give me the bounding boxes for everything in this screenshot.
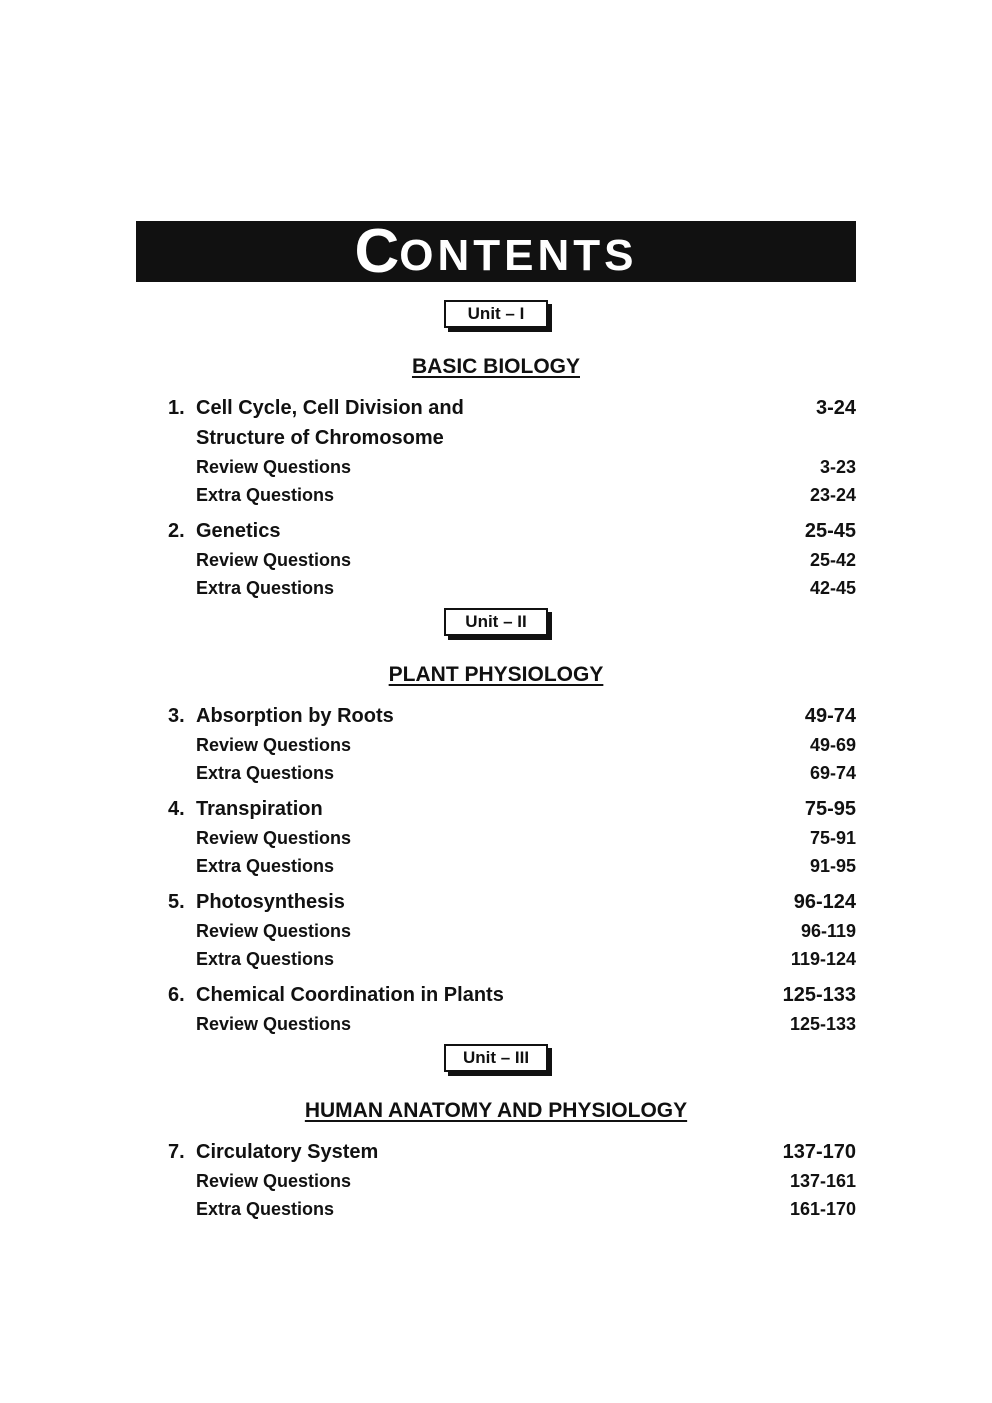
page-title-initial: C — [354, 217, 400, 286]
subsection-row — [0, 1195, 992, 1223]
unit-heading-text: PLANT PHYSIOLOGY — [388, 663, 604, 686]
subsection-row — [0, 1010, 992, 1038]
subsection-pages: 125-133 — [789, 1014, 856, 1034]
chapter-number: 6. — [168, 984, 185, 1006]
chapter-row — [0, 701, 992, 731]
unit-heading-text: BASIC BIOLOGY — [411, 355, 580, 378]
chapter-number: 5. — [168, 891, 185, 913]
chapter-title: Circulatory System — [196, 1141, 379, 1163]
subsection-pages: 137-161 — [789, 1171, 856, 1191]
chapter-pages: 137-170 — [782, 1141, 856, 1163]
subsection-title: Extra Questions — [196, 949, 335, 969]
chapter-row — [0, 887, 992, 917]
chapter-row — [0, 794, 992, 824]
unit-heading — [0, 663, 992, 701]
spacer — [0, 880, 992, 887]
subsection-title: Review Questions — [196, 457, 352, 477]
chapter-title: Chemical Coordination in Plants — [196, 984, 504, 1006]
table-of-contents — [0, 300, 992, 1223]
subsection-title: Review Questions — [196, 921, 352, 941]
subsection-title: Extra Questions — [196, 578, 335, 598]
chapter-pages: 49-74 — [804, 705, 856, 727]
subsection-title: Extra Questions — [196, 856, 335, 876]
unit-heading-text: HUMAN ANATOMY AND PHYSIOLOGY — [304, 1099, 688, 1122]
chapter-pages: 75-95 — [804, 798, 856, 820]
subsection-title: Extra Questions — [196, 485, 335, 505]
chapter-pages: 96-124 — [793, 891, 856, 913]
unit-label-wrap — [0, 1044, 992, 1074]
chapter-title: Genetics — [196, 520, 281, 542]
subsection-pages: 161-170 — [789, 1199, 856, 1219]
subsection-pages: 75-91 — [809, 828, 856, 848]
subsection-row — [0, 824, 992, 852]
spacer — [0, 973, 992, 980]
chapter-number: 1. — [168, 397, 185, 419]
subsection-row — [0, 453, 992, 481]
subsection-pages: 69-74 — [809, 763, 856, 783]
subsection-row — [0, 481, 992, 509]
subsection-pages: 3-23 — [819, 457, 856, 477]
subsection-title: Review Questions — [196, 1014, 352, 1034]
page-title-rest: ONTENTS — [399, 231, 638, 280]
chapter-pages: 3-24 — [815, 397, 856, 419]
subsection-row — [0, 852, 992, 880]
subsection-row — [0, 945, 992, 973]
unit-label: Unit – I — [444, 300, 548, 328]
chapter-row — [0, 1137, 992, 1167]
contents-banner — [136, 217, 856, 286]
chapter-row — [0, 393, 992, 423]
unit-label: Unit – II — [444, 608, 548, 636]
subsection-title: Review Questions — [196, 550, 352, 570]
chapter-pages: 25-45 — [804, 520, 856, 542]
subsection-pages: 91-95 — [809, 856, 856, 876]
subsection-title: Review Questions — [196, 1171, 352, 1191]
subsection-pages: 119-124 — [790, 949, 856, 969]
subsection-title: Extra Questions — [196, 1199, 335, 1219]
chapter-title-line2: Structure of Chromosome — [196, 427, 444, 449]
chapter-row — [0, 980, 992, 1010]
subsection-pages: 23-24 — [809, 485, 856, 505]
unit-label-wrap — [0, 300, 992, 330]
subsection-title: Review Questions — [196, 828, 352, 848]
spacer — [0, 787, 992, 794]
unit-label: Unit – III — [444, 1044, 548, 1072]
chapter-number: 3. — [168, 705, 185, 727]
subsection-row — [0, 731, 992, 759]
spacer — [0, 509, 992, 516]
chapter-title: Transpiration — [196, 798, 323, 820]
unit-label-wrap — [0, 608, 992, 638]
chapter-title: Cell Cycle, Cell Division and — [196, 397, 464, 419]
subsection-row — [0, 546, 992, 574]
unit-heading — [0, 355, 992, 393]
subsection-title: Review Questions — [196, 735, 352, 755]
unit-heading — [0, 1099, 992, 1137]
subsection-pages: 96-119 — [800, 921, 856, 941]
chapter-row-continued — [0, 423, 992, 453]
subsection-row — [0, 1167, 992, 1195]
chapter-number: 4. — [168, 798, 185, 820]
subsection-pages: 49-69 — [809, 735, 856, 755]
chapter-row — [0, 516, 992, 546]
chapter-number: 2. — [168, 520, 185, 542]
subsection-row — [0, 917, 992, 945]
chapter-title: Absorption by Roots — [196, 705, 394, 727]
chapter-number: 7. — [168, 1141, 185, 1163]
chapter-title: Photosynthesis — [196, 891, 345, 913]
subsection-title: Extra Questions — [196, 763, 335, 783]
subsection-row — [0, 759, 992, 787]
chapter-pages: 125-133 — [782, 984, 856, 1006]
subsection-pages: 42-45 — [809, 578, 856, 598]
subsection-pages: 25-42 — [809, 550, 856, 570]
subsection-row — [0, 574, 992, 602]
